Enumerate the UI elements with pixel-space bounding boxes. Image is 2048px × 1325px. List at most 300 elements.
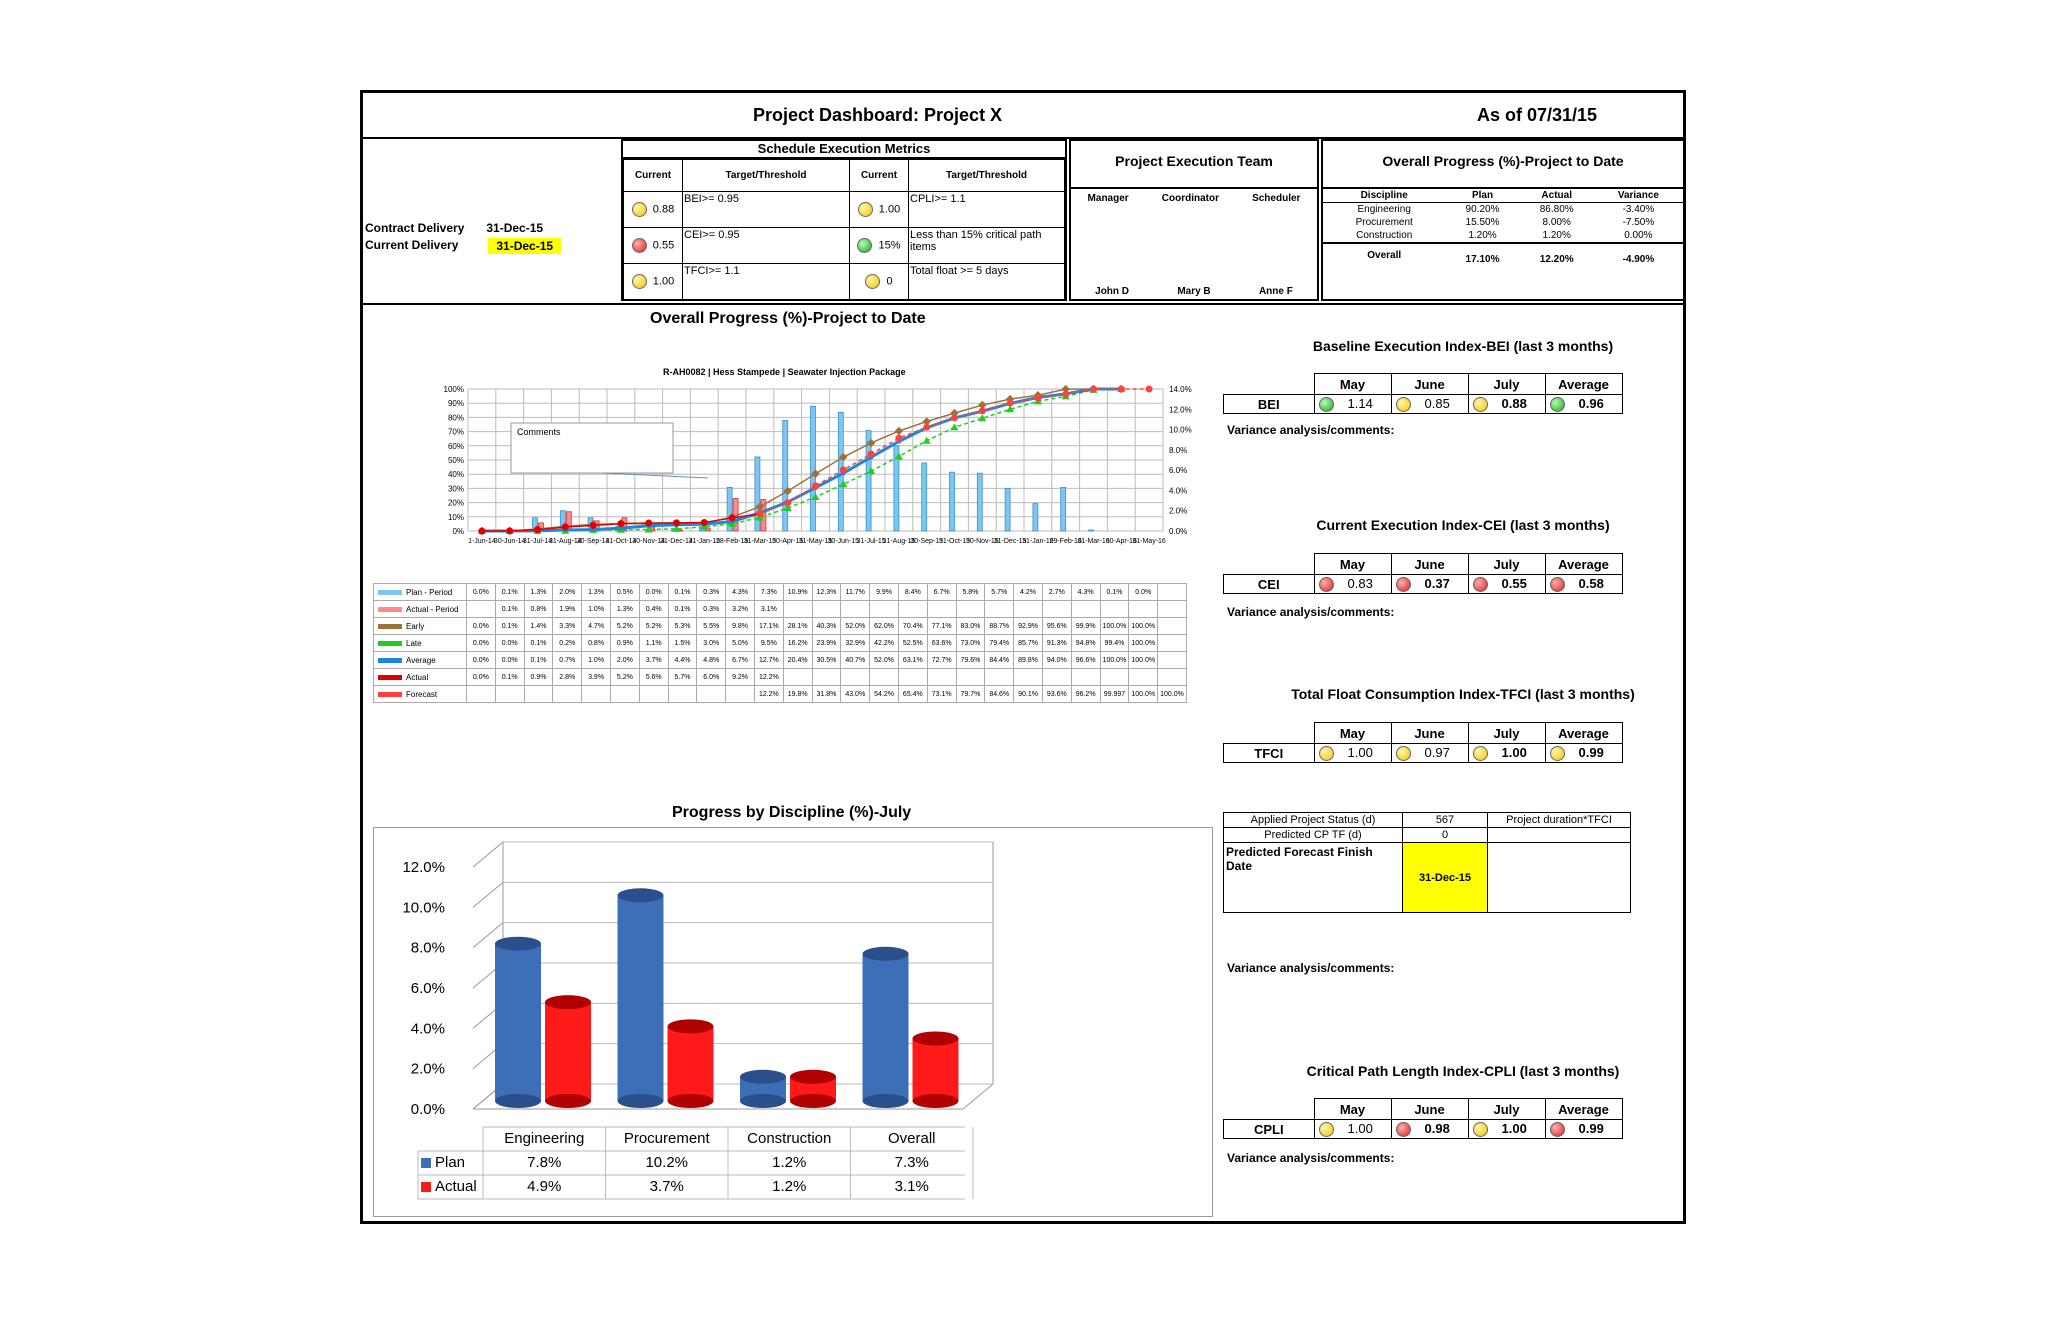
table-cell: 2.7% <box>1042 584 1071 601</box>
table-cell <box>1158 635 1187 652</box>
forecast-point <box>868 451 875 458</box>
plan-bar-top <box>618 888 664 902</box>
table-cell: 93.6% <box>1042 686 1071 703</box>
table-cell: 5.8% <box>956 584 985 601</box>
table-cell <box>870 601 899 618</box>
table-row <box>374 635 1187 652</box>
date-label: 31-Jan-15 <box>688 538 721 545</box>
table-cell: 100.0% <box>1129 635 1158 652</box>
table-cell: 0.5% <box>610 584 639 601</box>
contract-delivery-value: 31-Dec-15 <box>486 221 544 235</box>
index-value: 0.96 <box>1578 395 1604 411</box>
category-label: Engineering <box>504 1130 585 1147</box>
predicted-value: 0 <box>1403 828 1488 843</box>
table-cell <box>1042 601 1071 618</box>
table-cell: 1.5% <box>668 635 697 652</box>
date-label: 31-May-15 <box>798 538 833 545</box>
index-value: 0.83 <box>1347 575 1373 591</box>
plan-bar-base <box>618 1094 664 1108</box>
status-dot-icon <box>1473 397 1488 412</box>
plan-header: Plan <box>1445 189 1519 203</box>
table-cell <box>1158 652 1187 669</box>
category-label: Construction <box>747 1130 832 1147</box>
table-cell: 5.7% <box>985 584 1014 601</box>
forecast-comments: Variance analysis/comments: <box>1227 961 1395 975</box>
table-cell: 88.7% <box>985 618 1014 635</box>
legend-swatch-icon <box>378 624 402 629</box>
table-cell: 77.1% <box>927 618 956 635</box>
actual-bar-top <box>790 1070 836 1084</box>
table-cell: 7.3% <box>754 584 783 601</box>
applied-value: 567 <box>1403 813 1488 828</box>
contract-delivery-label: Contract Delivery <box>365 221 465 235</box>
right-tick-label: 12.0% <box>1169 405 1192 415</box>
date-label: 30-Nov-14 <box>632 538 666 545</box>
month-header: July <box>1468 554 1545 575</box>
table-cell: 3.7% <box>639 652 668 669</box>
y-tick-label: 6.0% <box>410 980 445 997</box>
month-header: May <box>1314 723 1391 744</box>
index-value: 0.98 <box>1424 1120 1450 1136</box>
progress-section-title: Overall Progress (%)-Project to Date <box>650 310 926 327</box>
table-cell: 1.3% <box>582 584 611 601</box>
actual-bar-top <box>668 1019 714 1033</box>
table-cell: 89.8% <box>1014 652 1043 669</box>
left-tick-label: 40% <box>447 470 464 480</box>
metric-value: 1.00 <box>878 203 901 216</box>
category-label: Overall <box>887 1130 936 1147</box>
metric-value: 1.00 <box>652 275 675 288</box>
table-cell: 5.2% <box>639 618 668 635</box>
month-header: June <box>1391 374 1468 395</box>
table-cell: 8.4% <box>898 584 927 601</box>
table-cell: 1.0% <box>582 601 611 618</box>
forecast-point <box>951 414 958 421</box>
table-cell: 100.0% <box>1129 686 1158 703</box>
table-cell: 10.9% <box>783 584 812 601</box>
actual-point <box>617 520 624 527</box>
forecast-point <box>1062 391 1069 398</box>
table-cell: 12.2% <box>754 669 783 686</box>
status-dot-icon <box>1319 746 1334 761</box>
table-cell: 0.0% <box>467 652 496 669</box>
plan-bar <box>1005 488 1010 531</box>
index-value: 1.00 <box>1501 744 1527 760</box>
index-value: 1.14 <box>1347 395 1373 411</box>
table-cell: 100.0% <box>1158 686 1187 703</box>
actual-bar <box>913 1038 959 1101</box>
legend-label: Early <box>406 621 425 631</box>
date-label: 30-Apr-16 <box>1105 538 1137 545</box>
month-header: Average <box>1545 723 1622 744</box>
legend-cell <box>374 618 467 635</box>
overall-row: Overall 17.10% 12.20% -4.90% <box>1367 249 1655 265</box>
left-tick-label: 60% <box>447 441 464 451</box>
current-delivery-label: Current Delivery <box>365 238 459 252</box>
table-cell: 0.3% <box>697 584 726 601</box>
actual-point <box>478 528 485 535</box>
plan-bar <box>811 406 816 531</box>
forecast-point <box>1034 395 1041 402</box>
legend-swatch-icon <box>378 658 402 663</box>
index-value: 0.58 <box>1578 575 1604 591</box>
actual-bar-base <box>668 1094 714 1108</box>
index-table <box>1223 1098 1623 1139</box>
table-cell: 63.1% <box>898 652 927 669</box>
variance-header: Variance <box>1594 189 1683 203</box>
table-cell: 0.0% <box>467 669 496 686</box>
forecast-point <box>1090 386 1097 393</box>
table-cell: 4.8% <box>697 652 726 669</box>
applied-note: Project duration*TFCI <box>1488 813 1631 828</box>
table-cell <box>956 669 985 686</box>
right-tick-label: 8.0% <box>1169 445 1188 455</box>
plan-bar <box>618 895 664 1101</box>
col-current-2: Current <box>850 160 909 192</box>
index-title: Total Float Consumption Index-TFCI (last 3 months) <box>1291 686 1635 702</box>
month-header: July <box>1468 374 1545 395</box>
date-label: 31-Mar-16 <box>1077 538 1110 545</box>
value-label: 3.7% <box>649 1178 684 1195</box>
left-tick-label: 30% <box>447 484 464 494</box>
table-cell <box>841 601 870 618</box>
legend-label: Average <box>406 655 436 665</box>
index-label: CEI <box>1224 575 1315 594</box>
applied-label: Applied Project Status (d) <box>1224 813 1403 828</box>
index-value: 0.99 <box>1578 744 1604 760</box>
left-tick-label: 90% <box>447 399 464 409</box>
table-cell: 100.0% <box>1129 618 1158 635</box>
forecast-point <box>840 466 847 473</box>
table-cell: 62.0% <box>870 618 899 635</box>
table-cell: 17.1% <box>754 618 783 635</box>
date-label: 1-Jun-14 <box>468 538 496 545</box>
table-cell: 79.7% <box>956 686 985 703</box>
legend-cell <box>374 652 467 669</box>
table-cell: 5.7% <box>668 669 697 686</box>
team-title: Project Execution Team <box>1071 141 1317 189</box>
status-dot-icon <box>1473 1122 1488 1137</box>
y-tick-label: 12.0% <box>402 859 445 876</box>
table-cell: 0.4% <box>639 601 668 618</box>
table-cell <box>668 686 697 703</box>
table-cell <box>1158 584 1187 601</box>
table-row <box>374 652 1187 669</box>
forecast-point <box>895 435 902 442</box>
index-title: Current Execution Index-CEI (last 3 months) <box>1316 517 1610 533</box>
table-cell: 92.9% <box>1014 618 1043 635</box>
table-cell <box>1129 669 1158 686</box>
actual-point <box>534 526 541 533</box>
legend-label: Actual <box>406 672 429 682</box>
metric-target: TFCI>= 1.1 <box>683 264 850 300</box>
table-cell: 19.8% <box>783 686 812 703</box>
plan-bar <box>863 954 909 1101</box>
legend-cell <box>374 635 467 652</box>
table-cell <box>1071 669 1100 686</box>
index-value-cell <box>1314 744 1391 763</box>
table-cell <box>985 669 1014 686</box>
plan-bar-base <box>495 1094 541 1108</box>
date-label: 31-Jul-15 <box>856 538 886 545</box>
schedule-metrics-panel <box>621 139 1067 301</box>
left-tick-label: 20% <box>447 498 464 508</box>
early-point <box>895 427 903 435</box>
left-tick-label: 100% <box>443 385 464 394</box>
legend-swatch-icon <box>378 590 402 595</box>
table-cell <box>697 686 726 703</box>
table-cell: 73.0% <box>956 635 985 652</box>
status-dot-icon <box>1473 746 1488 761</box>
table-cell <box>927 669 956 686</box>
late-point <box>923 437 931 444</box>
team-member: Anne F <box>1258 286 1293 297</box>
legend-swatch <box>421 1158 431 1168</box>
table-cell <box>1014 669 1043 686</box>
table-cell: 5.2% <box>610 618 639 635</box>
metric-row <box>624 264 1065 300</box>
index-value-cell <box>1391 744 1468 763</box>
as-of-date: As of 07/31/15 <box>1477 105 1598 125</box>
table-row <box>374 669 1187 686</box>
status-dot-icon <box>1319 397 1334 412</box>
month-header: June <box>1391 1099 1468 1120</box>
variance-comments: Variance analysis/comments: <box>1227 423 1395 437</box>
left-tick-label: 70% <box>447 427 464 437</box>
actual-point <box>673 519 680 526</box>
predicted-label: Predicted CP TF (d) <box>1224 828 1403 843</box>
table-cell: 79.6% <box>956 652 985 669</box>
comments-label: Comments <box>517 427 561 437</box>
table-cell: 40.7% <box>841 652 870 669</box>
table-cell: 20.4% <box>783 652 812 669</box>
table-cell <box>1100 601 1129 618</box>
plan-bar-base <box>863 1094 909 1108</box>
date-label: 30-Sep-15 <box>910 538 944 545</box>
index-value: 0.99 <box>1578 1120 1604 1136</box>
index-value-cell <box>1468 575 1545 594</box>
index-table <box>1223 722 1623 763</box>
table-cell: 32.9% <box>841 635 870 652</box>
discipline-chart-title: Progress by Discipline (%)-July <box>672 804 912 821</box>
left-tick-label: 50% <box>447 456 464 465</box>
table-cell: 9.8% <box>726 618 755 635</box>
metric-value: 0 <box>886 275 893 288</box>
discipline-header: Discipline <box>1323 189 1445 203</box>
index-value: 0.37 <box>1424 575 1450 591</box>
table-cell: 3.2% <box>726 601 755 618</box>
index-title: Critical Path Length Index-CPLI (last 3 months) <box>1306 1063 1620 1079</box>
actual-bar-top <box>913 1031 959 1045</box>
date-label: 28-Feb-15 <box>715 538 749 545</box>
status-dot-icon <box>865 274 880 289</box>
right-tick-label: 0.0% <box>1169 527 1188 536</box>
value-label: 3.1% <box>894 1178 929 1195</box>
table-cell: 52.5% <box>898 635 927 652</box>
right-tick-label: 10.0% <box>1169 425 1192 435</box>
actual-point <box>562 524 569 531</box>
value-label: 4.9% <box>527 1178 562 1195</box>
table-cell <box>812 669 841 686</box>
top-section-divider <box>363 303 1683 305</box>
table-cell <box>1014 601 1043 618</box>
team-panel <box>1069 139 1319 301</box>
actual-point <box>701 519 708 526</box>
forecast-table <box>1223 812 1631 913</box>
table-cell: 0.0% <box>495 635 524 652</box>
plan-bar <box>1089 530 1094 531</box>
date-label: 31-Oct-15 <box>938 538 971 545</box>
table-cell: 12.2% <box>754 686 783 703</box>
table-cell <box>841 669 870 686</box>
date-label: 31-Dec-15 <box>993 538 1027 545</box>
table-cell: 3.0% <box>697 635 726 652</box>
index-value: 0.85 <box>1424 395 1450 411</box>
legend-cell <box>374 584 467 601</box>
table-cell: 9.2% <box>726 669 755 686</box>
current-delivery-value: 31-Dec-15 <box>488 238 561 254</box>
status-dot-icon <box>1396 577 1411 592</box>
table-cell <box>783 601 812 618</box>
table-cell: 28.1% <box>783 618 812 635</box>
status-dot-icon <box>1473 577 1488 592</box>
metric-value: 0.55 <box>652 239 675 252</box>
date-label: 31-May-16 <box>1132 538 1166 545</box>
table-cell: 0.0% <box>467 635 496 652</box>
table-cell: 4.3% <box>1071 584 1100 601</box>
table-cell: 54.2% <box>870 686 899 703</box>
status-dot-icon <box>1550 746 1565 761</box>
table-cell: 1.3% <box>524 584 553 601</box>
table-cell: 0.3% <box>697 601 726 618</box>
finish-label: Predicted Forecast Finish Date <box>1224 843 1403 913</box>
forecast-point <box>979 407 986 414</box>
metric-target: Less than 15% critical path items <box>909 228 1065 264</box>
table-cell: 90.1% <box>1014 686 1043 703</box>
month-header: June <box>1391 554 1468 575</box>
index-value: 0.97 <box>1424 744 1450 760</box>
actual-bar <box>668 1026 714 1101</box>
table-cell: 52.0% <box>841 618 870 635</box>
table-cell: 1.1% <box>639 635 668 652</box>
forecast-point <box>784 499 791 506</box>
table-cell <box>985 601 1014 618</box>
table-cell: 0.1% <box>495 584 524 601</box>
plan-bar <box>1033 504 1038 531</box>
table-cell: 30.5% <box>812 652 841 669</box>
left-tick-label: 10% <box>447 512 464 522</box>
y-tick-label: 2.0% <box>410 1060 445 1078</box>
discipline-chart <box>373 827 1213 1217</box>
table-cell: 84.4% <box>985 652 1014 669</box>
table-cell: 100.0% <box>1100 618 1129 635</box>
index-label: CPLI <box>1224 1120 1315 1139</box>
table-cell <box>1158 669 1187 686</box>
index-value: 1.00 <box>1347 1120 1373 1136</box>
col-target-2: Target/Threshold <box>909 160 1065 192</box>
table-cell: 96.6% <box>1071 652 1100 669</box>
table-cell <box>927 601 956 618</box>
table-cell: 43.0% <box>841 686 870 703</box>
table-cell: 0.7% <box>553 652 582 669</box>
metric-row <box>624 192 1065 228</box>
table-cell <box>610 686 639 703</box>
date-label: 30-Nov-15 <box>965 538 999 545</box>
schedule-metrics-title: Schedule Execution Metrics <box>623 141 1065 159</box>
table-cell <box>467 686 496 703</box>
table-cell: 6.7% <box>726 652 755 669</box>
table-cell: 0.1% <box>495 601 524 618</box>
metric-target: Total float >= 5 days <box>909 264 1065 300</box>
forecast-point <box>1146 386 1153 393</box>
table-cell: 40.3% <box>812 618 841 635</box>
index-value-cell <box>1314 1120 1391 1139</box>
table-cell: 85.7% <box>1014 635 1043 652</box>
table-cell: 0.8% <box>582 635 611 652</box>
index-value: 0.88 <box>1501 395 1527 411</box>
actual-point <box>506 527 513 534</box>
legend-label: Actual <box>435 1178 477 1195</box>
actual-bar-base <box>545 1094 591 1108</box>
date-label: 31-Jan-16 <box>1022 538 1054 545</box>
plan-bar-top <box>863 947 909 961</box>
table-cell: 0.1% <box>524 652 553 669</box>
table-cell: 65.4% <box>898 686 927 703</box>
table-cell: 0.1% <box>495 618 524 635</box>
table-cell: 0.1% <box>495 669 524 686</box>
date-label: 31-Jul-14 <box>522 538 553 545</box>
actual-bar-top <box>545 995 591 1009</box>
overall-progress-panel <box>1321 139 1685 301</box>
table-cell: 52.0% <box>870 652 899 669</box>
table-cell: 23.9% <box>812 635 841 652</box>
table-cell <box>582 686 611 703</box>
date-label: 30-Apr-15 <box>772 538 804 545</box>
legend-swatch-icon <box>378 675 402 680</box>
overall-progress-title: Overall Progress (%)-Project to Date <box>1323 141 1683 189</box>
role-manager: Manager <box>1087 193 1129 204</box>
table-cell: 4.2% <box>1014 584 1043 601</box>
table-cell: 5.0% <box>726 635 755 652</box>
table-cell <box>898 601 927 618</box>
page-title: Project Dashboard: Project X <box>753 105 1003 125</box>
table-cell: 12.3% <box>812 584 841 601</box>
legend-label: Actual - Period <box>406 604 459 614</box>
metric-row <box>624 228 1065 264</box>
table-cell: 3.1% <box>754 601 783 618</box>
status-dot-icon <box>858 202 873 217</box>
index-value-cell <box>1545 395 1622 414</box>
table-cell: 72.7% <box>927 652 956 669</box>
value-label: 7.8% <box>527 1154 562 1171</box>
forecast-point <box>812 482 819 489</box>
table-cell: 3.3% <box>553 618 582 635</box>
table-cell: 1.4% <box>524 618 553 635</box>
status-dot-icon <box>1396 1122 1411 1137</box>
date-label: 31-Aug-15 <box>882 538 916 545</box>
schedule-metrics-table <box>623 159 1065 300</box>
left-tick-label: 80% <box>447 413 464 423</box>
status-dot-icon <box>1319 1122 1334 1137</box>
table-cell: 5.2% <box>610 669 639 686</box>
value-label: 10.2% <box>645 1154 689 1171</box>
table-cell <box>1129 601 1158 618</box>
index-value-cell <box>1391 395 1468 414</box>
legend-label: Late <box>406 638 422 648</box>
metric-target: BEI>= 0.95 <box>683 192 850 228</box>
table-cell: 100.0% <box>1100 652 1129 669</box>
table-cell: 2.0% <box>610 652 639 669</box>
